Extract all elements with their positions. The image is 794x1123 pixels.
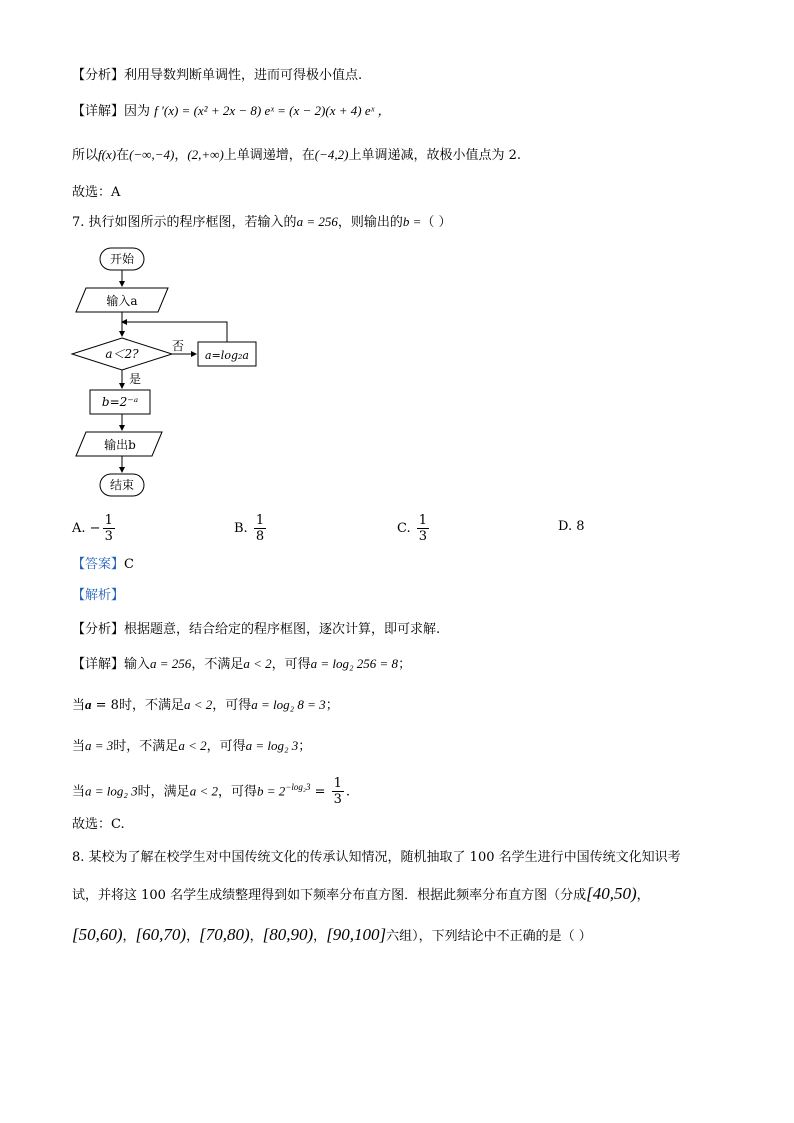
step3-f: a = log₂ 3 xyxy=(245,738,299,753)
q8-l3-a: [50,60) xyxy=(72,925,123,944)
question-number: 7. xyxy=(72,215,85,230)
step4-num: 1 xyxy=(333,776,342,792)
step1-e: ，可得 xyxy=(271,657,311,672)
text-mid: 上单调递增，在 xyxy=(223,148,315,163)
detail-line-1 xyxy=(72,101,391,122)
option-a-den: 3 xyxy=(104,529,113,544)
flowchart-output-assign-text: b=2⁻ᵃ xyxy=(101,395,139,409)
option-b-num: 1 xyxy=(255,513,265,528)
question-8-line-3 xyxy=(72,925,592,947)
flowchart-assign-text: a=log₂a xyxy=(205,349,249,362)
text-sep: ， xyxy=(174,148,188,163)
flowchart-input-text: 输入a xyxy=(106,294,138,308)
step3-c: 时，不满足 xyxy=(113,739,179,754)
option-b-fraction xyxy=(254,513,266,544)
step4-exp: −log₂3 xyxy=(285,782,311,792)
step4-eq: = xyxy=(310,784,330,800)
q8-l3-j: 六组），下列结论中不正确的是（ ） xyxy=(386,929,592,944)
step3-g: ； xyxy=(298,739,312,754)
step4-f: b = 2 xyxy=(256,783,286,799)
q8-l3-c: [60,70) xyxy=(135,925,187,944)
step3-d: a < 2 xyxy=(178,738,207,753)
interval-2: (2,+∞) xyxy=(187,147,224,162)
analysis-text-2: 根据题意，结合给定的程序框图，逐次计算，即可求解. xyxy=(124,622,441,637)
step3-b: a = 3 xyxy=(85,738,114,753)
flowchart-start-text: 开始 xyxy=(109,252,135,266)
step4-end: . xyxy=(345,784,351,800)
option-b xyxy=(234,513,268,544)
step4-den: 3 xyxy=(333,792,342,808)
option-c-den: 3 xyxy=(418,529,428,544)
step1-c: ，不满足 xyxy=(191,657,244,672)
q8-l2-a: 试，并将这 100 名学生成绩整理得到如下频率分布直方图．根据此频率分布直方图（分成 xyxy=(72,888,587,903)
analysis-line-2 xyxy=(72,620,440,640)
step1-b: a = 256 xyxy=(150,656,192,671)
flowchart-output-text: 输出b xyxy=(104,438,136,452)
derivative-formula: f ′(x) = (x² + 2x − 8) eˣ = (x − 2)(x + 4) eˣ ， xyxy=(154,103,391,118)
option-c-num: 1 xyxy=(418,513,428,528)
q8-l3-b: ， xyxy=(122,929,136,944)
answer-tag: 【答案】 xyxy=(72,557,125,572)
flowchart-yes-label: 是 xyxy=(128,372,142,386)
option-a-fraction xyxy=(103,513,115,544)
step1-a: 输入 xyxy=(124,657,151,672)
step4-e: ，可得 xyxy=(217,784,257,800)
step2-a: 当 xyxy=(72,698,86,713)
option-b-label: B. xyxy=(234,521,248,536)
function-fx: f(x) xyxy=(98,147,117,162)
detail-step-4 xyxy=(72,770,350,809)
option-c xyxy=(397,513,431,544)
step4-d: a < 2 xyxy=(189,783,218,799)
detail-tag-2: 【详解】 xyxy=(72,657,125,672)
question-b: b = xyxy=(402,214,422,229)
step4-a: 当 xyxy=(72,784,86,800)
step1-f: a = log₂ 256 = 8 xyxy=(310,656,399,671)
step1-g: ； xyxy=(398,657,412,672)
option-c-fraction xyxy=(417,513,429,544)
step2-e: ，可得 xyxy=(212,698,252,713)
monotonicity-line xyxy=(72,145,521,166)
flowchart xyxy=(66,244,266,500)
detail-tag: 【详解】 xyxy=(72,104,125,119)
q8-l2-b: [40,50) xyxy=(586,884,637,903)
detail-step-2 xyxy=(72,695,339,716)
q8-l3-e: [70,80) xyxy=(199,925,250,944)
analysis-tag: 【分析】 xyxy=(72,68,125,83)
option-b-den: 8 xyxy=(255,529,265,544)
option-a-label: A. xyxy=(72,521,86,536)
question-7 xyxy=(72,212,452,233)
option-d xyxy=(558,519,585,534)
option-a-num: 1 xyxy=(104,513,113,528)
step4-fraction xyxy=(332,776,344,807)
interval-3: (−4,2) xyxy=(314,147,349,162)
option-a-sign: − xyxy=(89,521,101,536)
answer-6: 故选：A xyxy=(72,185,121,200)
detail-step-1 xyxy=(72,654,411,675)
flowchart-end-text: 结束 xyxy=(109,478,135,492)
option-c-label: C. xyxy=(397,521,411,536)
step2-c: = 8时，不满足 xyxy=(91,698,184,713)
step4-c: 时，满足 xyxy=(137,784,190,800)
step2-f: a = log₂ 8 = 3 xyxy=(251,697,326,712)
q8-l3-g: [80,90) xyxy=(262,925,314,944)
step2-b: a xyxy=(85,697,92,712)
analysis-line-1 xyxy=(72,66,362,86)
analysis-text: 利用导数判断单调性，进而可得极小值点. xyxy=(124,68,363,83)
option-d-value: 8 xyxy=(576,519,585,534)
question-8-line-2 xyxy=(72,884,650,906)
step3-a: 当 xyxy=(72,739,86,754)
question-paren: （ ） xyxy=(421,215,452,230)
option-a xyxy=(72,513,117,544)
step2-d: a < 2 xyxy=(183,697,213,712)
q8-l2-c: ， xyxy=(636,888,650,903)
text-prefix: 所以 xyxy=(72,148,99,163)
question-condition: a = 256 xyxy=(296,214,338,229)
q8-l3-d: ， xyxy=(186,929,200,944)
flowchart-decision-text: a＜2? xyxy=(105,347,139,361)
detail-prefix: 因为 xyxy=(124,104,151,119)
analysis-tag-2: 【分析】 xyxy=(72,622,125,637)
answer-line xyxy=(72,555,134,575)
q8-l3-f: ， xyxy=(249,929,263,944)
detail-step-3 xyxy=(72,736,311,757)
question-text: 执行如图所示的程序框图，若输入的 xyxy=(88,215,297,230)
interval-1: (−∞,−4) xyxy=(129,147,175,162)
flowchart-no-label: 否 xyxy=(171,339,185,353)
step2-g: ； xyxy=(325,698,339,713)
text-end: 上单调递减，故极小值点为 2. xyxy=(348,148,522,163)
q8-l3-i: [90,100] xyxy=(326,925,387,944)
step1-d: a < 2 xyxy=(243,656,272,671)
q8-l3-h: ， xyxy=(313,929,327,944)
answer-value: C xyxy=(124,557,134,572)
step3-e: ，可得 xyxy=(206,739,246,754)
step4-b: a = log₂ 3 xyxy=(85,783,138,799)
option-d-label: D. xyxy=(558,519,573,534)
answer-7: 故选：C. xyxy=(72,817,125,832)
text-in: 在 xyxy=(116,148,130,163)
question-text-2: ，则输出的 xyxy=(337,215,403,230)
solution-tag: 【解析】 xyxy=(72,588,125,603)
question-8-line-1: 8. 某校为了解在校学生对中国传统文化的传承认知情况，随机抽取了 100 名学生进行中国传统文化知识考 xyxy=(72,850,681,865)
